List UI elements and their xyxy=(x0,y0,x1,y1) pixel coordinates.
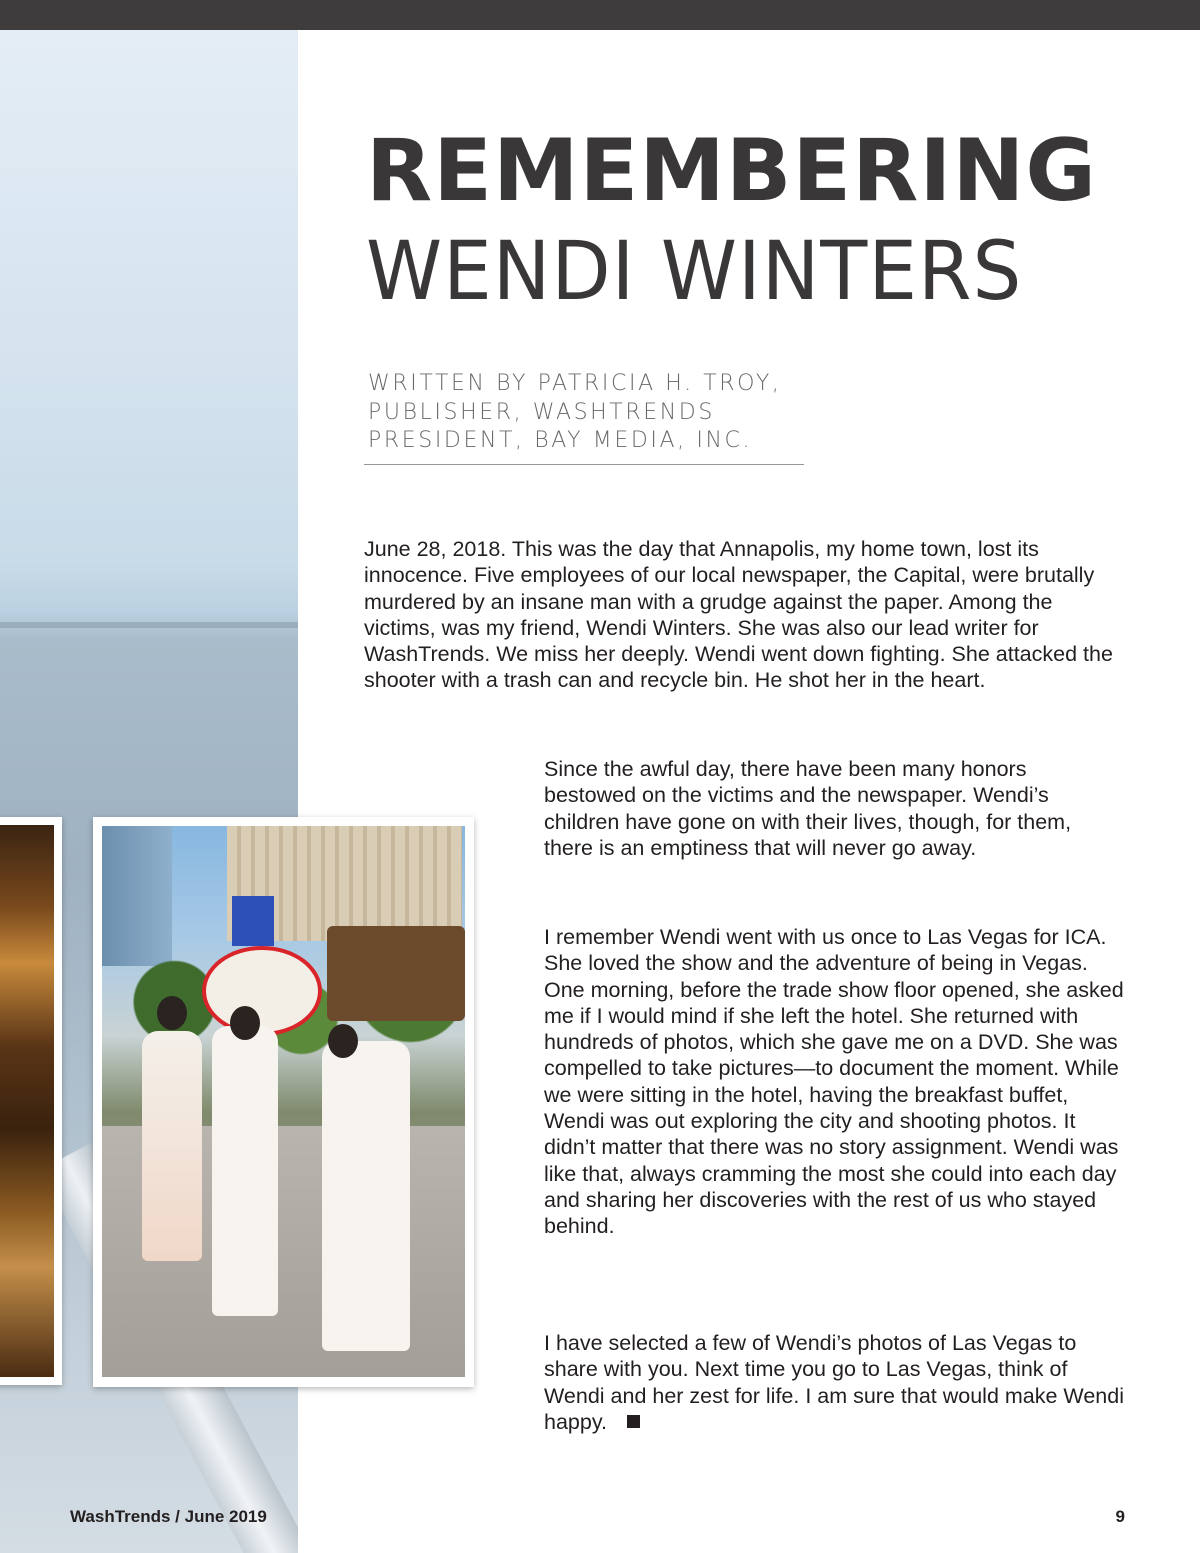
top-bar xyxy=(0,0,1200,30)
article-title-line2: WENDI WINTERS xyxy=(366,225,1023,320)
photo-welcome-sign xyxy=(202,946,322,1036)
paragraph-honors: Since the awful day, there have been many honors bestowed on the victims and the newspaper. Wendi’s children have gone on with their lives, though, for them, there is an emptiness that will never go away. xyxy=(544,757,1072,860)
photo-casino-interior xyxy=(0,817,62,1385)
end-mark-icon xyxy=(627,1415,640,1428)
paragraph-closing xyxy=(544,1330,1124,1435)
photo-bus xyxy=(327,926,465,1021)
photo-elvis-impersonators-las-vegas xyxy=(93,817,474,1387)
byline-line: WRITTEN BY PATRICIA H. TROY, xyxy=(368,371,782,396)
paragraph-closing-text: I have selected a few of Wendi’s photos of Las Vegas to share with you. Next time you go to Las Vegas, think of Wendi and her zest for life. I am sure that would make Wendi happy. xyxy=(544,1331,1124,1434)
byline xyxy=(368,370,828,456)
photo-elvis-figure xyxy=(322,1041,410,1351)
photo-figure-head xyxy=(230,1006,260,1040)
byline-line: PRESIDENT, BAY MEDIA, INC. xyxy=(368,428,753,453)
elvis-photo-image xyxy=(102,826,465,1377)
byline-divider xyxy=(364,464,804,465)
footer-page-number: 9 xyxy=(1115,1507,1125,1526)
article-title-line1: REMEMBERING xyxy=(366,121,1097,221)
photo-sign-star xyxy=(232,896,274,946)
footer-publication: WashTrends / June 2019 xyxy=(70,1507,267,1526)
photo-figure-head xyxy=(328,1024,358,1058)
photo-figure-head xyxy=(157,996,187,1030)
paragraph-las-vegas: I remember Wendi went with us once to Las Vegas for ICA. She loved the show and the adventure of being in Vegas. One morning, before the trade show floor opened, she asked me if I would mind if she left the hotel. She returned with hundreds of photos, which she gave me on a DVD. She was compelled to take pictures—to document the moment. While we were sitting in the hotel, having the breakfast buffet, Wendi was out exploring the city and shooting photos. It didn’t matter that there was no story assignment. Wendi was like that, always cramming the most she could into each day and sharing her discoveries with the rest of us who stayed behind. xyxy=(544,925,1124,1239)
byline-line: PUBLISHER, WASHTRENDS xyxy=(368,399,715,425)
ocean-horizon xyxy=(0,622,298,628)
casino-interior-image xyxy=(0,825,54,1377)
photo-elvis-figure xyxy=(212,1026,278,1316)
paragraph-intro: June 28, 2018. This was the day that Annapolis, my home town, lost its innocence. Five employees of our local newspaper, the Capital, were brutally murdered by an insane man with a grudge against the paper. Among the victims, was my friend, Wendi Winters. She was also our lead writer for WashTrends. We miss her deeply. Wendi went down fighting. She attacked the shooter with a trash can and recycle bin. He shot her in the heart. xyxy=(364,537,1113,693)
photo-elvis-figure xyxy=(142,1031,202,1261)
